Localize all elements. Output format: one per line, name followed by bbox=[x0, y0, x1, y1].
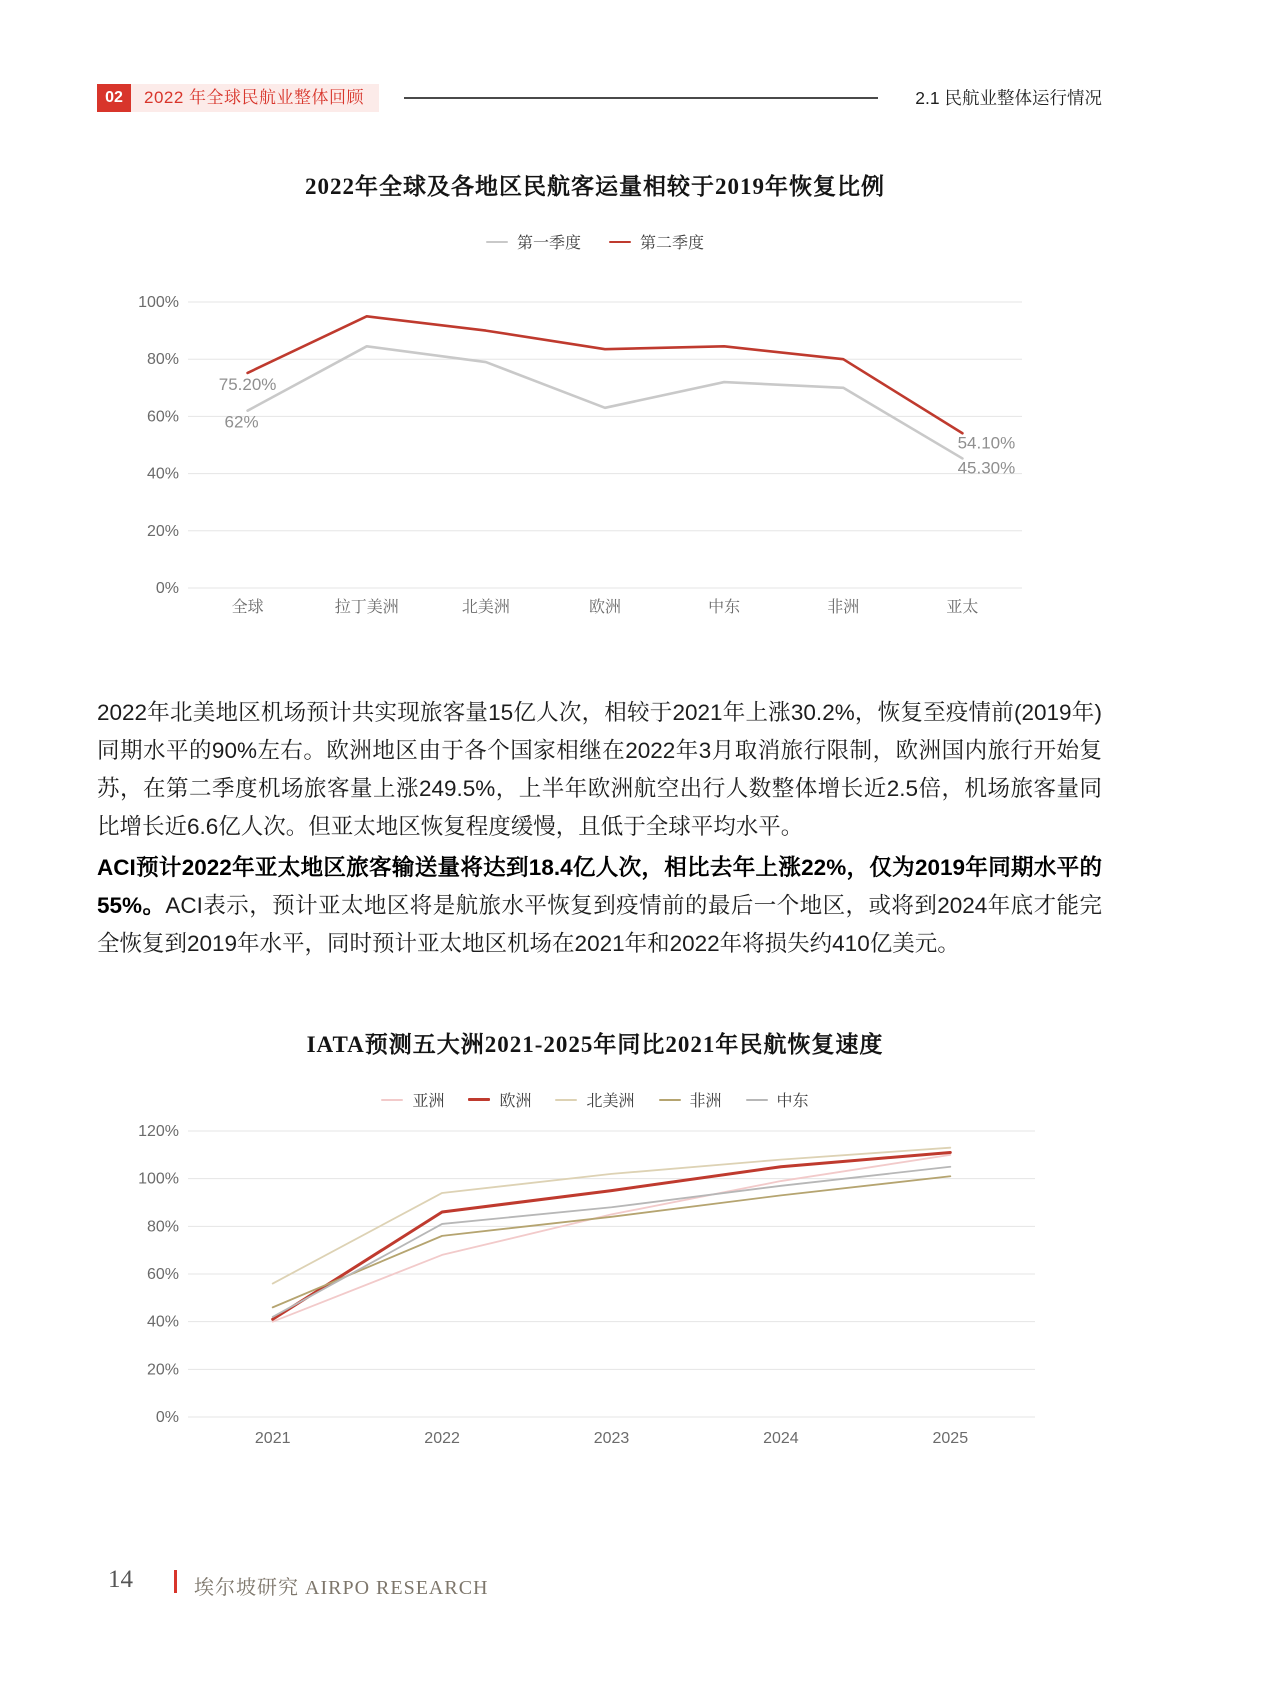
paragraph-recovery-overview: 2022年北美地区机场预计共实现旅客量15亿人次，相较于2021年上涨30.2%，恢复至疫情前(2019年)同期水平的90%左右。欧洲地区由于各个国家相继在2022年3月取消旅行限制，欧洲国内旅行开始复苏，在第二季度机场旅客量上涨249.5%，上半年欧洲航空出行人数整体增长近2.5倍，机场旅客量同比增长近6.6亿人次。但亚太地区恢复程度缓慢，且低于全球平均水平。 bbox=[97, 700, 1102, 839]
y-axis-tick: 80% bbox=[146, 351, 179, 369]
chapter-number-badge: 02 bbox=[97, 84, 131, 112]
series-line-非洲 bbox=[273, 1176, 951, 1307]
legend-line-swatch bbox=[486, 241, 508, 243]
y-axis-tick: 100% bbox=[138, 294, 179, 311]
y-axis-tick: 20% bbox=[146, 522, 179, 540]
footer-divider-bar bbox=[174, 1570, 177, 1593]
x-axis-tick: 非洲 bbox=[827, 599, 860, 616]
chart1-legend bbox=[130, 230, 1060, 253]
x-axis-tick: 全球 bbox=[231, 599, 264, 616]
data-label: 75.20% bbox=[218, 374, 277, 394]
x-axis-tick: 北美洲 bbox=[461, 599, 510, 616]
page-number: 14 bbox=[108, 1566, 133, 1593]
y-axis-tick: 120% bbox=[138, 1123, 179, 1140]
y-axis-tick: 100% bbox=[138, 1170, 179, 1188]
header-divider-line bbox=[404, 97, 878, 99]
x-axis-tick: 2025 bbox=[932, 1430, 969, 1447]
chart2-title: IATA预测五大洲2021-2025年同比2021年民航恢复速度 bbox=[306, 1032, 884, 1057]
footer-brand: 埃尔坡研究 AIRPO RESEARCH bbox=[194, 1577, 489, 1599]
y-axis-tick: 40% bbox=[146, 465, 179, 483]
aci-forecast-rest-text: ACI表示，预计亚太地区将是航旅水平恢复到疫情前的最后一个地区，或将到2024年底才能完全恢复到2019年水平，同时预计亚太地区机场在2021年和2022年将损失约410亿美元。 bbox=[97, 893, 1102, 956]
legend-item-第一季度 bbox=[486, 230, 581, 253]
section-title: 2.1 民航业整体运行情况 bbox=[915, 88, 1102, 108]
legend-label: 第二季度 bbox=[640, 235, 705, 252]
x-axis-tick: 欧洲 bbox=[588, 599, 622, 616]
data-label: 54.10% bbox=[957, 433, 1016, 453]
legend-label: 第一季度 bbox=[516, 235, 581, 252]
x-axis-tick: 2023 bbox=[593, 1430, 630, 1447]
y-axis-tick: 0% bbox=[155, 1409, 179, 1426]
data-label: 45.30% bbox=[957, 458, 1016, 478]
legend-label: 非洲 bbox=[689, 1093, 722, 1110]
series-line-第一季度 bbox=[248, 346, 963, 458]
chart2-canvas bbox=[130, 1085, 1120, 1465]
y-axis-tick: 80% bbox=[146, 1218, 179, 1236]
x-axis-tick: 拉丁美洲 bbox=[334, 599, 399, 616]
y-axis-tick: 60% bbox=[146, 1266, 179, 1283]
series-line-亚洲 bbox=[273, 1155, 951, 1322]
x-axis-tick: 中东 bbox=[708, 599, 741, 616]
legend-label: 亚洲 bbox=[412, 1093, 445, 1110]
x-axis-tick: 2021 bbox=[254, 1430, 291, 1447]
y-axis-tick: 60% bbox=[146, 408, 179, 426]
legend-label: 中东 bbox=[776, 1093, 809, 1110]
series-line-北美洲 bbox=[273, 1148, 951, 1284]
aci-forecast-bold-text: ACI预计2022年亚太地区旅客输送量将达到18.4亿人次，相比去年上涨22%，仅为2019年同期水平的55%。 bbox=[97, 855, 1102, 918]
legend-line-swatch bbox=[609, 241, 631, 243]
data-label: 62% bbox=[224, 412, 259, 432]
x-axis-tick: 2024 bbox=[763, 1430, 799, 1447]
chart1-canvas bbox=[130, 262, 1120, 634]
series-line-第二季度 bbox=[248, 316, 963, 433]
chapter-title: 2022 年全球民航业整体回顾 bbox=[131, 84, 379, 112]
x-axis-tick: 亚太 bbox=[946, 599, 979, 616]
x-axis-tick: 2022 bbox=[424, 1430, 460, 1447]
y-axis-tick: 0% bbox=[155, 580, 179, 597]
paragraph-aci-forecast bbox=[97, 849, 1102, 963]
legend-label: 北美洲 bbox=[586, 1093, 635, 1110]
y-axis-tick: 20% bbox=[146, 1361, 179, 1379]
legend-item-第二季度 bbox=[609, 230, 704, 253]
legend-label: 欧洲 bbox=[499, 1093, 532, 1110]
chart1-title: 2022年全球及各地区民航客运量相较于2019年恢复比例 bbox=[305, 174, 885, 199]
y-axis-tick: 40% bbox=[146, 1313, 179, 1331]
